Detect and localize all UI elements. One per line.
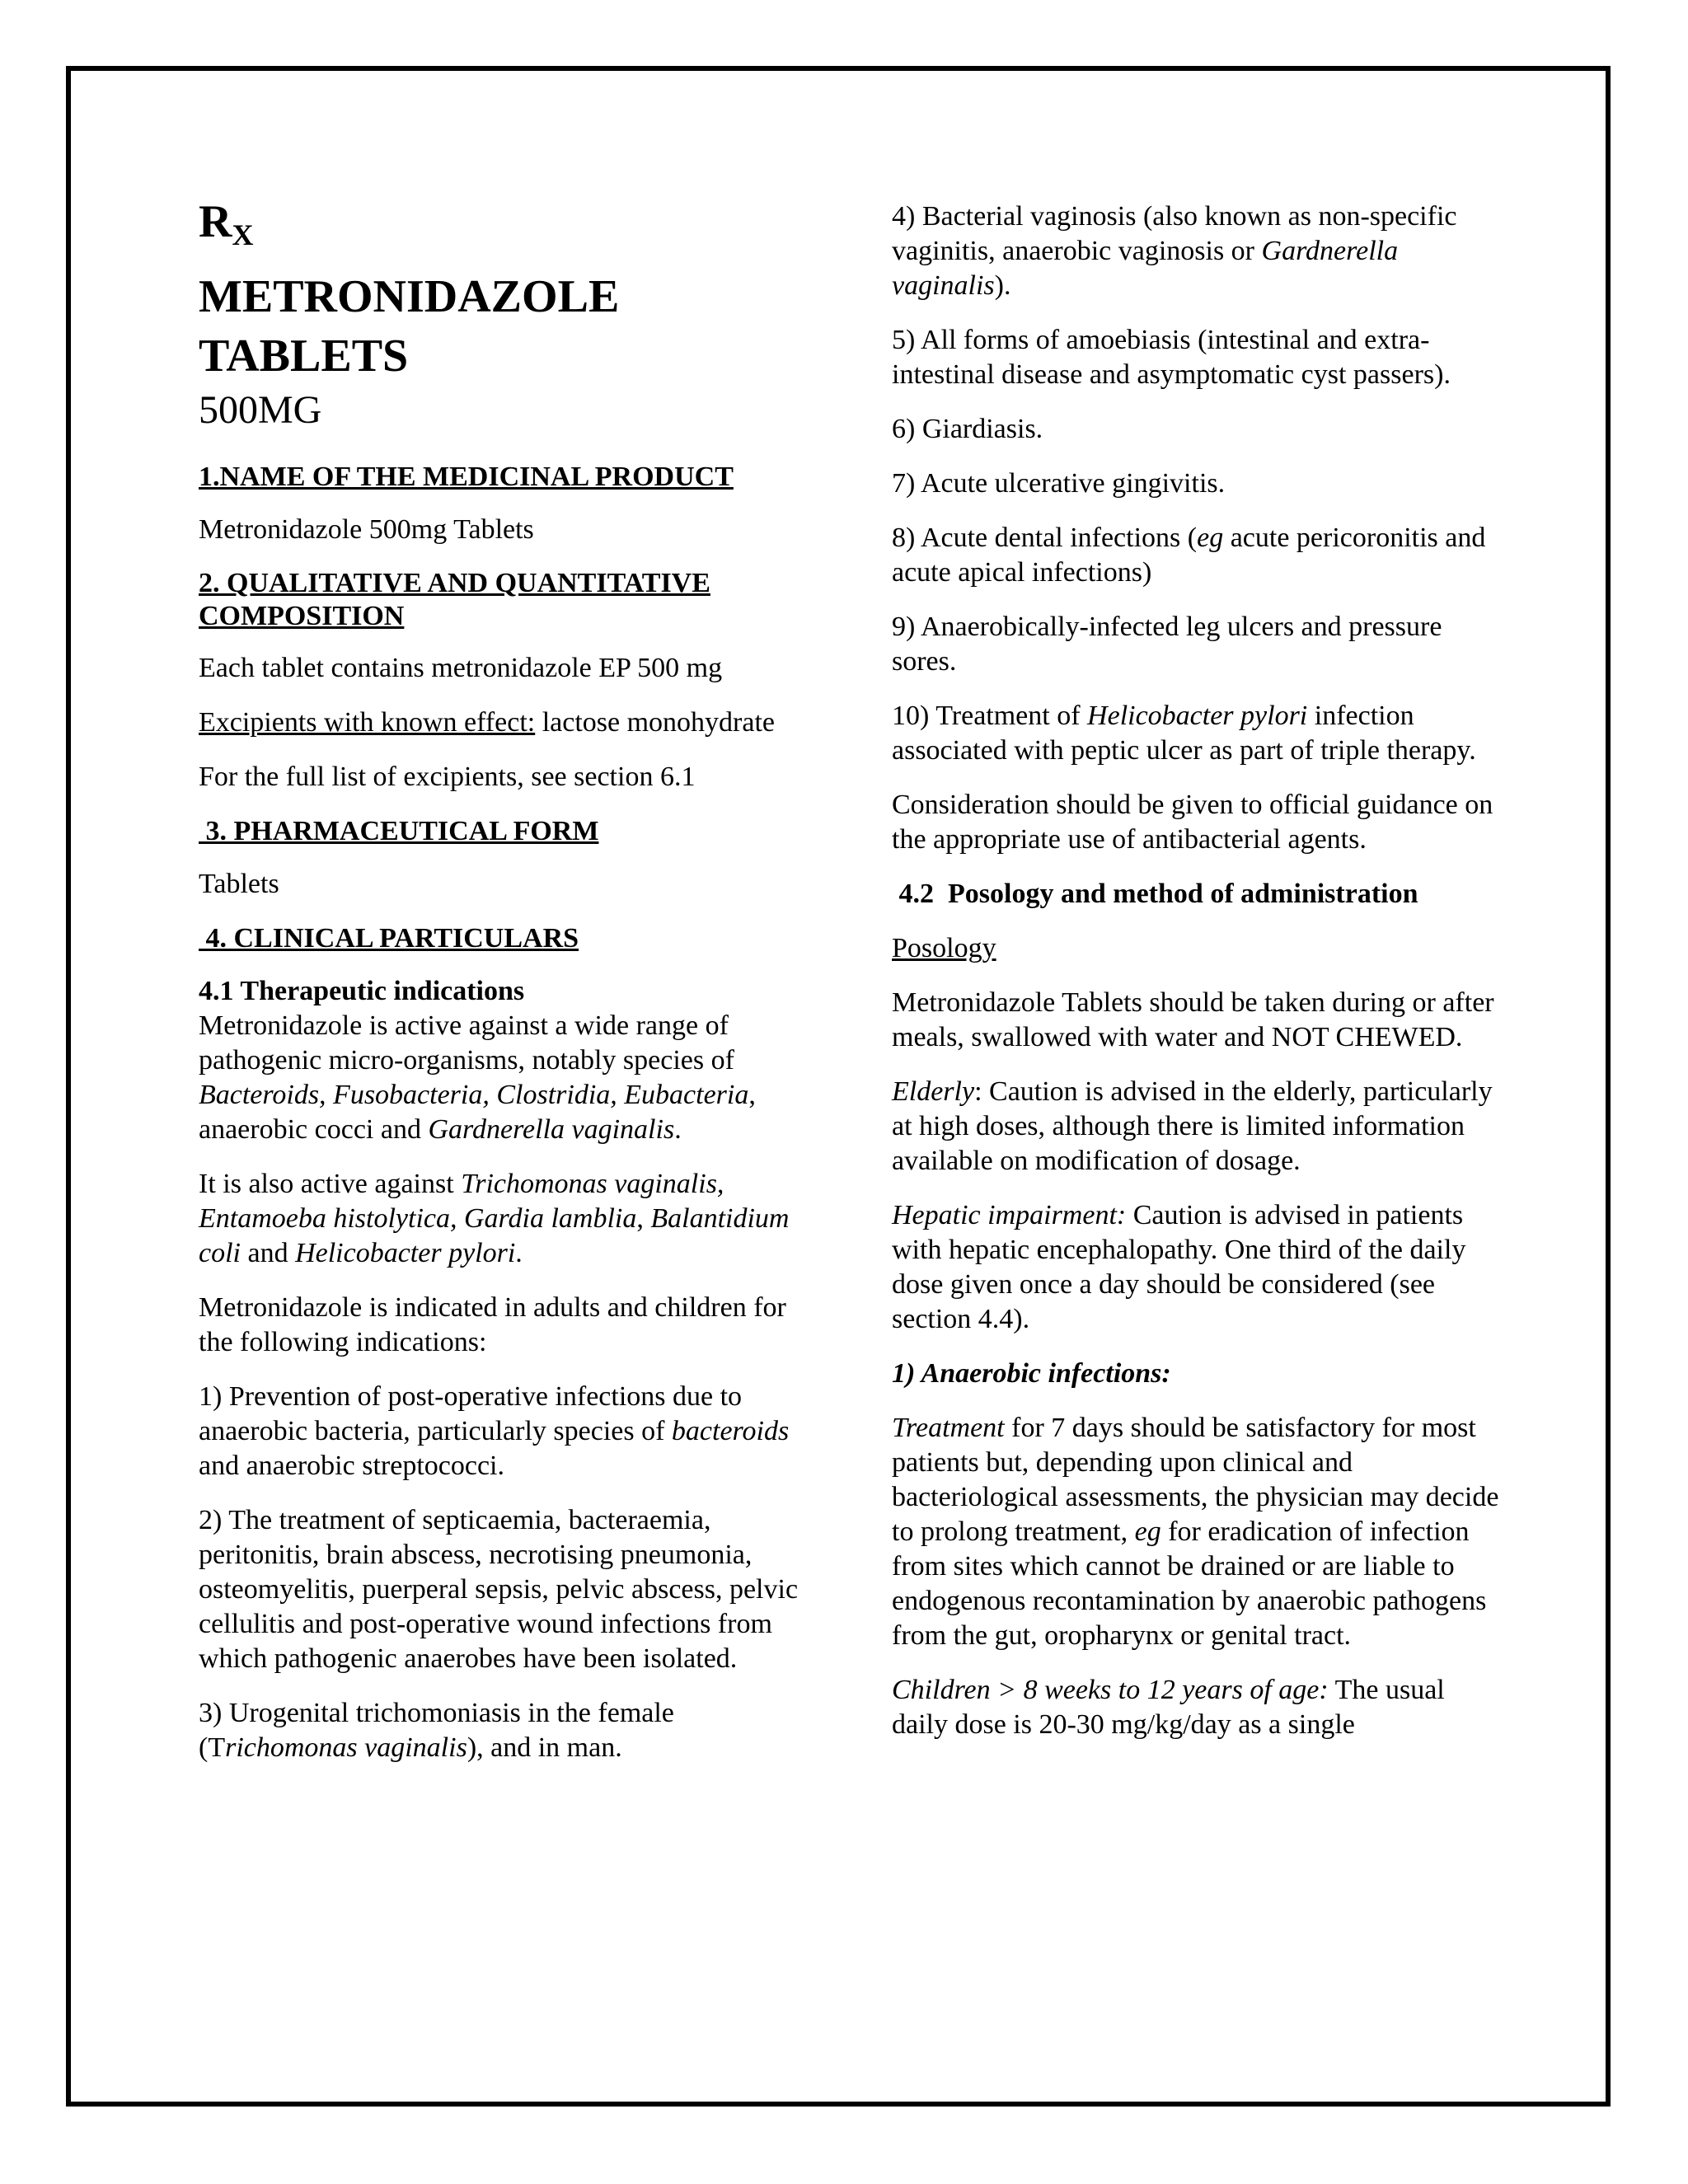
- section-4-2-heading: 4.2 Posology and method of administration: [892, 879, 1418, 909]
- title-line-1: METRONIDAZOLE: [199, 271, 620, 322]
- section-3-heading: 3. PHARMACEUTICAL FORM: [199, 816, 599, 846]
- treatment-paragraph: Treatment for 7 days should be satisfactory for most patients but, depending upon clinical and bacteriological assessments, the physician may decide to prolong treatment, eg for eradication of infection from sites which cannot be drained or are liable to endogenous recontamination by anaerobic pathogens from the gut, oropharynx or genital tract.: [892, 1413, 1499, 1651]
- posology-label: Posology: [892, 933, 996, 963]
- composition-text: Each tablet contains metronidazole EP 500 mg: [199, 653, 723, 683]
- activity-paragraph-2: It is also active against Trichomonas vaginalis, Entamoeba histolytica, Gardia lamblia, Balantidium coli and Helicobacter pylori.: [199, 1169, 790, 1268]
- indication-9: 9) Anaerobically-infected leg ulcers and pressure sores.: [892, 612, 1442, 677]
- indication-4: 4) Bacterial vaginosis (also known as non-specific vaginitis, anaerobic vaginosis or Gardnerella vaginalis).: [892, 201, 1457, 301]
- section-4-1-heading: 4.1 Therapeutic indications: [199, 976, 525, 1006]
- indications-intro: Metronidazole is indicated in adults and children for the following indications:: [199, 1292, 786, 1357]
- elderly-paragraph: Elderly: Caution is advised in the elderly, particularly at high doses, although there is limited information available on modification of dosage.: [892, 1076, 1493, 1176]
- meals-instruction: Metronidazole Tablets should be taken during or after meals, swallowed with water and NOT CHEWED.: [892, 987, 1494, 1052]
- hepatic-impairment-paragraph: Hepatic impairment: Caution is advised in patients with hepatic encephalopathy. One third of the daily dose given once a day should be considered (see section 4.4).: [892, 1200, 1466, 1334]
- pharmaceutical-form-text: Tablets: [199, 869, 279, 899]
- product-title: [199, 267, 800, 386]
- indication-8: 8) Acute dental infections (eg acute pericoronitis and acute apical infections): [892, 523, 1486, 588]
- indication-1: 1) Prevention of post-operative infections due to anaerobic bacteria, particularly species of bacteroids and anaerobic streptococci.: [199, 1381, 790, 1481]
- indication-10: 10) Treatment of Helicobacter pylori infection associated with peptic ulcer as part of triple therapy.: [892, 701, 1476, 766]
- excipients-text: Excipients with known effect: lactose monohydrate: [199, 707, 776, 738]
- excipients-list-reference: For the full list of excipients, see section 6.1: [199, 762, 696, 792]
- title-line-2: TABLETS: [199, 330, 409, 382]
- indication-3: 3) Urogenital trichomoniasis in the female (Trichomonas vaginalis), and in man.: [199, 1698, 674, 1763]
- indication-7: 7) Acute ulcerative gingivitis.: [892, 468, 1226, 499]
- product-strength: 500MG: [199, 388, 322, 432]
- rx-symbol: $R_X$: [199, 196, 254, 251]
- activity-paragraph: Metronidazole is active against a wide range of pathogenic micro-organisms, notably species of Bacteroids, Fusobacteria, Clostridia, Eubacteria, anaerobic cocci and Gardnerella vaginalis.: [199, 1010, 756, 1145]
- anaerobic-infections-heading: 1) Anaerobic infections:: [892, 1358, 1171, 1389]
- indication-6: 6) Giardiasis.: [892, 414, 1043, 444]
- left-column: [199, 196, 800, 1785]
- right-column: [892, 199, 1502, 1762]
- indication-2: 2) The treatment of septicaemia, bacteraemia, peritonitis, brain abscess, necrotising pneumonia, osteomyelitis, puerperal sepsis, pelvic abscess, pelvic cellulitis and post-operative wound infections from which pathogenic anaerobes have been isolated.: [199, 1505, 799, 1674]
- antibacterial-guidance: Consideration should be given to official guidance on the appropriate use of antibacterial agents.: [892, 790, 1493, 855]
- indication-5: 5) All forms of amoebiasis (intestinal and extra-intestinal disease and asymptomatic cyst passers).: [892, 325, 1451, 390]
- section-2-heading: 2. QUALITATIVE AND QUANTITATIVE COMPOSITION: [199, 568, 710, 631]
- children-dosage-paragraph: Children > 8 weeks to 12 years of age: The usual daily dose is 20-30 mg/kg/day as a single: [892, 1675, 1445, 1740]
- section-1-heading: 1.NAME OF THE MEDICINAL PRODUCT: [199, 462, 734, 492]
- section-4-heading: 4. CLINICAL PARTICULARS: [199, 923, 579, 954]
- product-name-text: Metronidazole 500mg Tablets: [199, 514, 534, 545]
